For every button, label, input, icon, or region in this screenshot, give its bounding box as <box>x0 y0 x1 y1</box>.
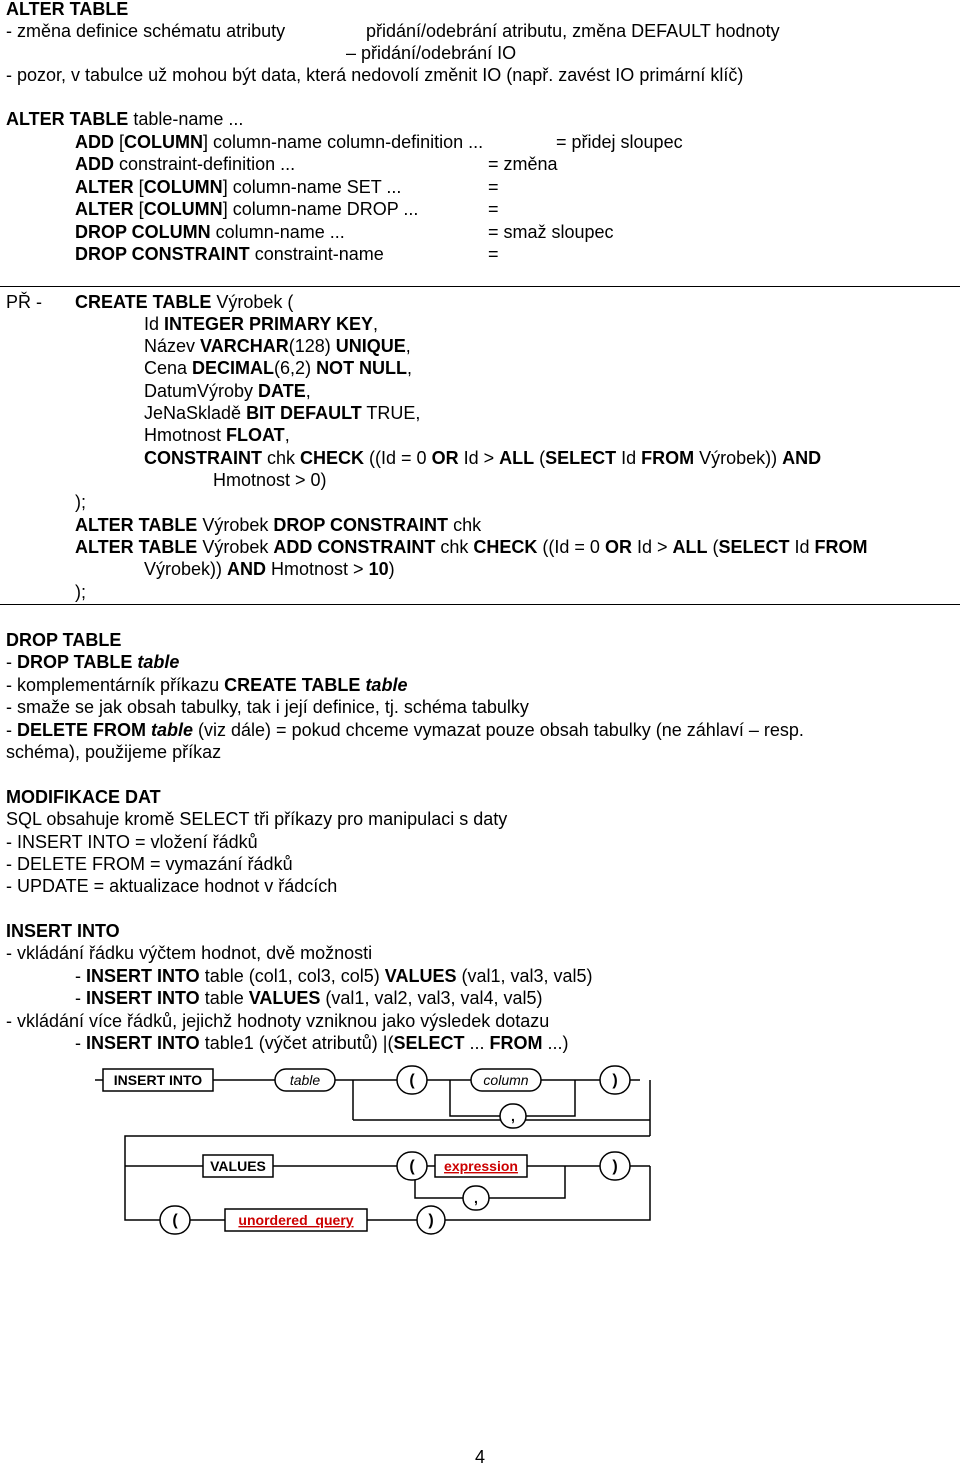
keyword: ALL <box>672 537 708 557</box>
keyword: COLUMN <box>143 199 223 219</box>
close-paren-label: ) <box>428 1212 434 1229</box>
syntax-text: constraint-definition ... <box>114 154 296 174</box>
code-text: chk <box>262 448 301 468</box>
text: (viz dále) = pokud chceme vymazat pouze obsah tabulky (ne záhlaví – resp. <box>193 720 804 740</box>
alter-syntax-meaning: = smaž sloupec <box>488 222 614 242</box>
text: - <box>75 988 86 1008</box>
syntax-text: column-name ... <box>210 222 345 242</box>
insert-line5 <box>75 1032 568 1054</box>
keyword: NOT NULL <box>316 358 408 378</box>
unordered-query-label: unordered_query <box>238 1212 354 1228</box>
code-text: , <box>373 314 379 334</box>
code-text: Hmotnost <box>144 425 227 445</box>
alter-syntax-row <box>75 243 384 265</box>
keyword: INTEGER PRIMARY KEY <box>164 314 374 334</box>
keyword: OR <box>604 537 632 557</box>
alter-syntax-meaning: = přidej sloupec <box>556 132 683 152</box>
code-text: Id > <box>631 537 673 557</box>
syntax-text: [ <box>133 199 144 219</box>
keyword: SELECT <box>393 1033 465 1053</box>
code-text: (128) <box>288 336 336 356</box>
close-paren-label: ) <box>612 1072 618 1089</box>
modif-line1: SQL obsahuje kromě SELECT tři příkazy pro manipulaci s daty <box>6 809 508 829</box>
keyword: ADD <box>75 154 114 174</box>
syntax-text: [ <box>114 132 125 152</box>
code-text: , <box>407 358 413 378</box>
code-text: chk <box>435 537 474 557</box>
keyword: DELETE FROM <box>17 720 146 740</box>
keyword: DECIMAL <box>192 358 275 378</box>
alt-line <box>125 1166 160 1220</box>
insert-line1: - vkládání řádku výčtem hodnot, dvě možnosti <box>6 943 373 963</box>
insert-syntax-diagram <box>95 1058 655 1248</box>
keyword: CONSTRAINT <box>144 448 262 468</box>
syntax-text: [ <box>133 177 144 197</box>
keyword: ALTER TABLE <box>6 109 129 129</box>
text: table <box>199 988 249 1008</box>
code-text: Id <box>616 448 642 468</box>
drop-line3: - smaže se jak obsah tabulky, tak i její definice, tj. schéma tabulky <box>6 697 529 717</box>
text: - <box>6 652 17 672</box>
keyword: DROP TABLE <box>17 652 133 672</box>
example-close2: ); <box>75 582 86 602</box>
keyword: CHECK <box>300 448 365 468</box>
code-text: Výrobek)) <box>694 448 783 468</box>
code-text: ((Id = 0 <box>364 448 432 468</box>
keyword: COLUMN <box>143 177 223 197</box>
code-text: , <box>284 425 290 445</box>
alter-line3: - pozor, v tabulce už mohou být data, která nedovolí změnit IO (např. zavést IO primární klíč) <box>6 65 744 85</box>
keyword: VARCHAR <box>200 336 289 356</box>
example-top-rule <box>0 286 960 287</box>
code-text: ((Id = 0 <box>537 537 605 557</box>
code-text: ) <box>388 559 395 579</box>
keyword: UNIQUE <box>335 336 406 356</box>
example-add-constraint-cont <box>144 558 395 580</box>
keyword: ALTER TABLE <box>75 537 198 557</box>
example-close1: ); <box>75 492 86 512</box>
text: - komplementárník příkazu <box>6 675 225 695</box>
alter-syntax-meaning: = <box>488 244 499 264</box>
insert-line4: - vkládání více řádků, jejichž hodnoty vzniknou jako výsledek dotazu <box>6 1011 550 1031</box>
alter-syntax-row <box>75 131 483 153</box>
example-bottom-rule <box>0 604 960 605</box>
example-create <box>75 291 293 313</box>
text: table (col1, col3, col5) <box>199 966 385 986</box>
example-constraint <box>144 447 821 469</box>
code-text: Cena <box>144 358 193 378</box>
code-text: Výrobek ( <box>211 292 294 312</box>
code-text: Výrobek <box>197 515 274 535</box>
keyword: INSERT INTO <box>86 988 200 1008</box>
alter-syntax-head <box>6 108 243 130</box>
text: ... <box>464 1033 490 1053</box>
table-label: table <box>289 1072 321 1088</box>
keyword: SELECT <box>718 537 790 557</box>
syntax-text: ] column-name SET ... <box>222 177 402 197</box>
code-text: , <box>305 381 311 401</box>
syntax-text: ] column-name column-definition ... <box>203 132 484 152</box>
text: table1 (výčet atributů) |( <box>199 1033 394 1053</box>
alter-syntax-meaning: = <box>488 199 499 219</box>
insert-heading: INSERT INTO <box>6 921 120 941</box>
modif-line2: - INSERT INTO = vložení řádků <box>6 832 258 852</box>
alter-syntax-meaning: = <box>488 177 499 197</box>
alter-line1-left: - změna definice schématu atributy <box>6 21 286 41</box>
example-col1 <box>144 313 378 335</box>
keyword: ALL <box>499 448 535 468</box>
code-text: ( <box>534 448 546 468</box>
syntax-text: ] column-name DROP ... <box>222 199 419 219</box>
keyword: AND <box>227 559 267 579</box>
drop-line1 <box>6 651 179 673</box>
alter-syntax-row <box>75 176 401 198</box>
code-text: Id > <box>458 448 500 468</box>
modif-heading: MODIFIKACE DAT <box>6 787 161 807</box>
keyword: 10 <box>368 559 389 579</box>
alter-syntax-row <box>75 153 295 175</box>
keyword: ADD CONSTRAINT <box>273 537 436 557</box>
keyword: FLOAT <box>226 425 285 445</box>
keyword: SELECT <box>545 448 617 468</box>
example-label: PŘ - <box>6 292 42 312</box>
diagram-lines <box>95 1080 650 1220</box>
alter-syntax-row <box>75 221 345 243</box>
drop-line5: schéma), použijeme příkaz <box>6 742 222 762</box>
drop-line2 <box>6 674 407 696</box>
example-add-constraint <box>75 536 868 558</box>
keyword: CREATE TABLE <box>75 292 212 312</box>
alter-syntax-meaning: = změna <box>488 154 558 174</box>
example-constraint-cont: Hmotnost > 0) <box>213 470 327 490</box>
keyword: OR <box>431 448 459 468</box>
code-text: TRUE, <box>361 403 421 423</box>
code-text: DatumVýroby <box>144 381 259 401</box>
page-number: 4 <box>474 1447 485 1467</box>
keyword: VALUES <box>248 988 321 1008</box>
column-label: column <box>483 1072 529 1088</box>
drop-line4 <box>6 719 804 741</box>
open-paren-label: ( <box>409 1158 415 1175</box>
keyword: ADD <box>75 132 114 152</box>
open-paren-label: ( <box>172 1212 178 1229</box>
code-text: Hmotnost > <box>266 559 369 579</box>
keyword: ALTER <box>75 177 134 197</box>
keyword-italic: table <box>151 720 194 740</box>
expression-label: expression <box>444 1158 518 1174</box>
keyword-italic: table <box>365 675 408 695</box>
close-paren-label: ) <box>612 1158 618 1175</box>
keyword: DATE <box>258 381 306 401</box>
keyword: DROP CONSTRAINT <box>75 244 250 264</box>
keyword: VALUES <box>384 966 457 986</box>
keyword: CREATE TABLE <box>224 675 361 695</box>
code-text: ( <box>707 537 719 557</box>
example-col5 <box>144 402 420 424</box>
example-drop-constraint <box>75 514 481 536</box>
text: (val1, val2, val3, val4, val5) <box>320 988 543 1008</box>
code-text: Název <box>144 336 201 356</box>
keyword: FROM <box>814 537 868 557</box>
code-text: Výrobek)) <box>144 559 228 579</box>
keyword: FROM <box>641 448 695 468</box>
values-label: VALUES <box>210 1158 266 1174</box>
alter-syntax-row <box>75 198 418 220</box>
keyword: ALTER <box>75 199 134 219</box>
keyword: BIT DEFAULT <box>246 403 362 423</box>
code-text: (6,2) <box>274 358 317 378</box>
code-text: Id <box>789 537 815 557</box>
alter-heading: ALTER TABLE <box>6 0 129 19</box>
alter-line2-right: – přidání/odebrání IO <box>346 43 517 63</box>
keyword: AND <box>782 448 822 468</box>
code-text: , <box>405 336 411 356</box>
keyword: DROP CONSTRAINT <box>273 515 449 535</box>
insert-line3 <box>75 987 543 1009</box>
drop-heading: DROP TABLE <box>6 630 122 650</box>
example-col2 <box>144 335 411 357</box>
example-col4 <box>144 380 311 402</box>
keyword: FROM <box>489 1033 543 1053</box>
keyword: DROP COLUMN <box>75 222 211 242</box>
insert-into-label: INSERT INTO <box>113 1072 203 1088</box>
comma-label: , <box>511 1108 515 1124</box>
text: - <box>6 720 17 740</box>
keyword: INSERT INTO <box>86 1033 200 1053</box>
keyword: INSERT INTO <box>86 966 200 986</box>
syntax-text: constraint-name <box>249 244 384 264</box>
alter-line1-right: přidání/odebrání atributu, změna DEFAULT hodnoty <box>366 21 780 41</box>
modif-line3: - DELETE FROM = vymazání řádků <box>6 854 293 874</box>
keyword: CHECK <box>473 537 538 557</box>
example-col6 <box>144 424 290 446</box>
insert-line2 <box>75 965 593 987</box>
text: - <box>75 966 86 986</box>
open-paren-label: ( <box>409 1072 415 1089</box>
keyword: ALTER TABLE <box>75 515 198 535</box>
code-text: Id <box>144 314 165 334</box>
example-col3 <box>144 357 412 379</box>
code-text: JeNaSkladě <box>144 403 247 423</box>
syntax-text: table-name ... <box>128 109 244 129</box>
code-text: chk <box>448 515 482 535</box>
text: - <box>75 1033 86 1053</box>
modif-line4: - UPDATE = aktualizace hodnot v řádcích <box>6 876 338 896</box>
text: (val1, val3, val5) <box>456 966 593 986</box>
comma-label: , <box>474 1190 478 1206</box>
text: ...) <box>542 1033 569 1053</box>
keyword-italic: table <box>137 652 180 672</box>
code-text: Výrobek <box>197 537 274 557</box>
keyword: COLUMN <box>124 132 204 152</box>
